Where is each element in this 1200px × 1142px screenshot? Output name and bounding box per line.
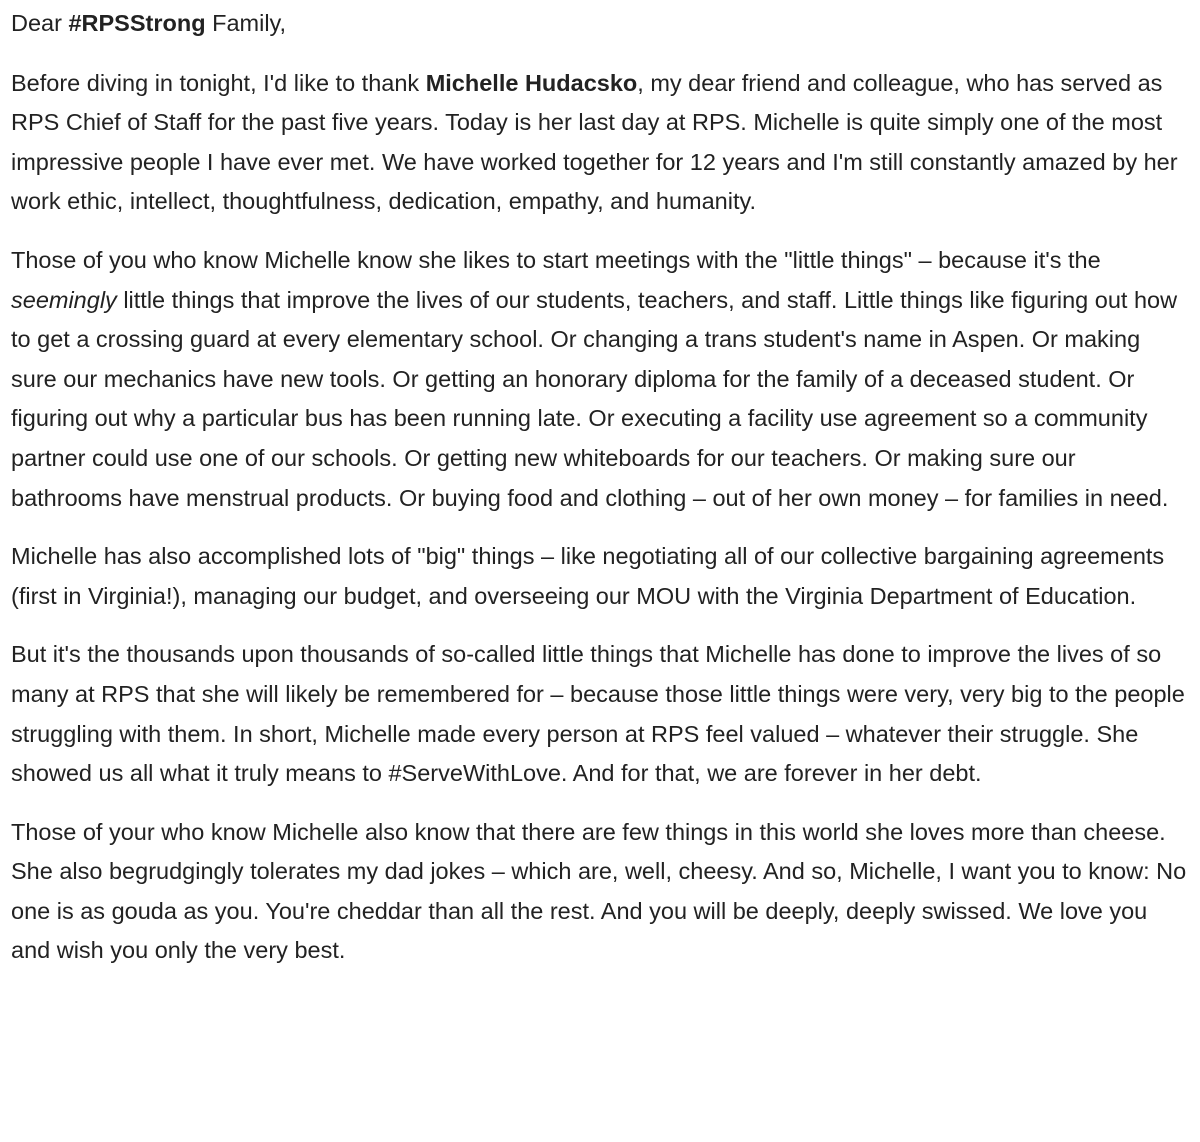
greeting	[11, 4, 1191, 44]
paragraph-cheese: Those of your who know Michelle also know that there are few things in this world she loves more than cheese. She also begrudgingly tolerates my dad jokes – which are, well, cheesy. And so, Michelle, I want you to know: No one is as gouda as you. You're cheddar than all the rest. And you will be deeply, deeply swissed. We love you and wish you only the very best.	[11, 818, 1187, 964]
paragraph-little-things-before: Those of you who know Michelle know she likes to start meetings with the "little things" – because it's the	[11, 246, 1101, 273]
greeting-prefix: Dear	[11, 10, 69, 36]
paragraph-remembered: But it's the thousands upon thousands of so-called little things that Michelle has done to improve the lives of so many at RPS that she will likely be remembered for – because those little things were very, very big to the people struggling with them. In short, Michelle made every person at RPS feel valued – whatever their struggle. She showed us all what it truly means to #ServeWithLove. And for that, we are forever in her debt.	[11, 641, 1185, 787]
paragraph-thanks-after: , my dear friend and colleague, who has served as RPS Chief of Staff for the past five years. Today is her last day at RPS. Michelle is quite simply one of the most impressive people I have ever met. We have worked together for 12 years and I'm still constantly amazed by her work ethic, intellect, thoughtfulness, dedication, empathy, and humanity.	[11, 69, 1178, 215]
paragraph-thanks-before: Before diving in tonight, I'd like to thank	[11, 69, 426, 96]
letter-body	[11, 4, 1191, 990]
paragraph-thanks	[11, 64, 1191, 222]
emphasis-seemingly: seemingly	[11, 286, 117, 313]
greeting-hashtag: #RPSStrong	[68, 10, 206, 36]
honoree-name: Michelle Hudacsko	[425, 69, 638, 96]
paragraph-little-things	[11, 241, 1191, 518]
paragraph-little-things-after: little things that improve the lives of our students, teachers, and staff. Little things like figuring out how to get a crossing guard at every elementary school. Or changing a trans student's name in Aspen. Or making sure our mechanics have new tools. Or getting an honorary diploma for the family of a deceased student. Or figuring out why a particular bus has been running late. Or executing a facility use agreement so a community partner could use one of our schools. Or getting new whiteboards for our teachers. Or making sure our bathrooms have menstrual products. Or buying food and clothing – out of her own money – for families in need.	[11, 286, 1178, 511]
paragraph-big-things: Michelle has also accomplished lots of "big" things – like negotiating all of our collective bargaining agreements (first in Virginia!), managing our budget, and overseeing our MOU with the Virginia Department of Education.	[11, 543, 1165, 609]
greeting-suffix: Family,	[205, 10, 287, 36]
